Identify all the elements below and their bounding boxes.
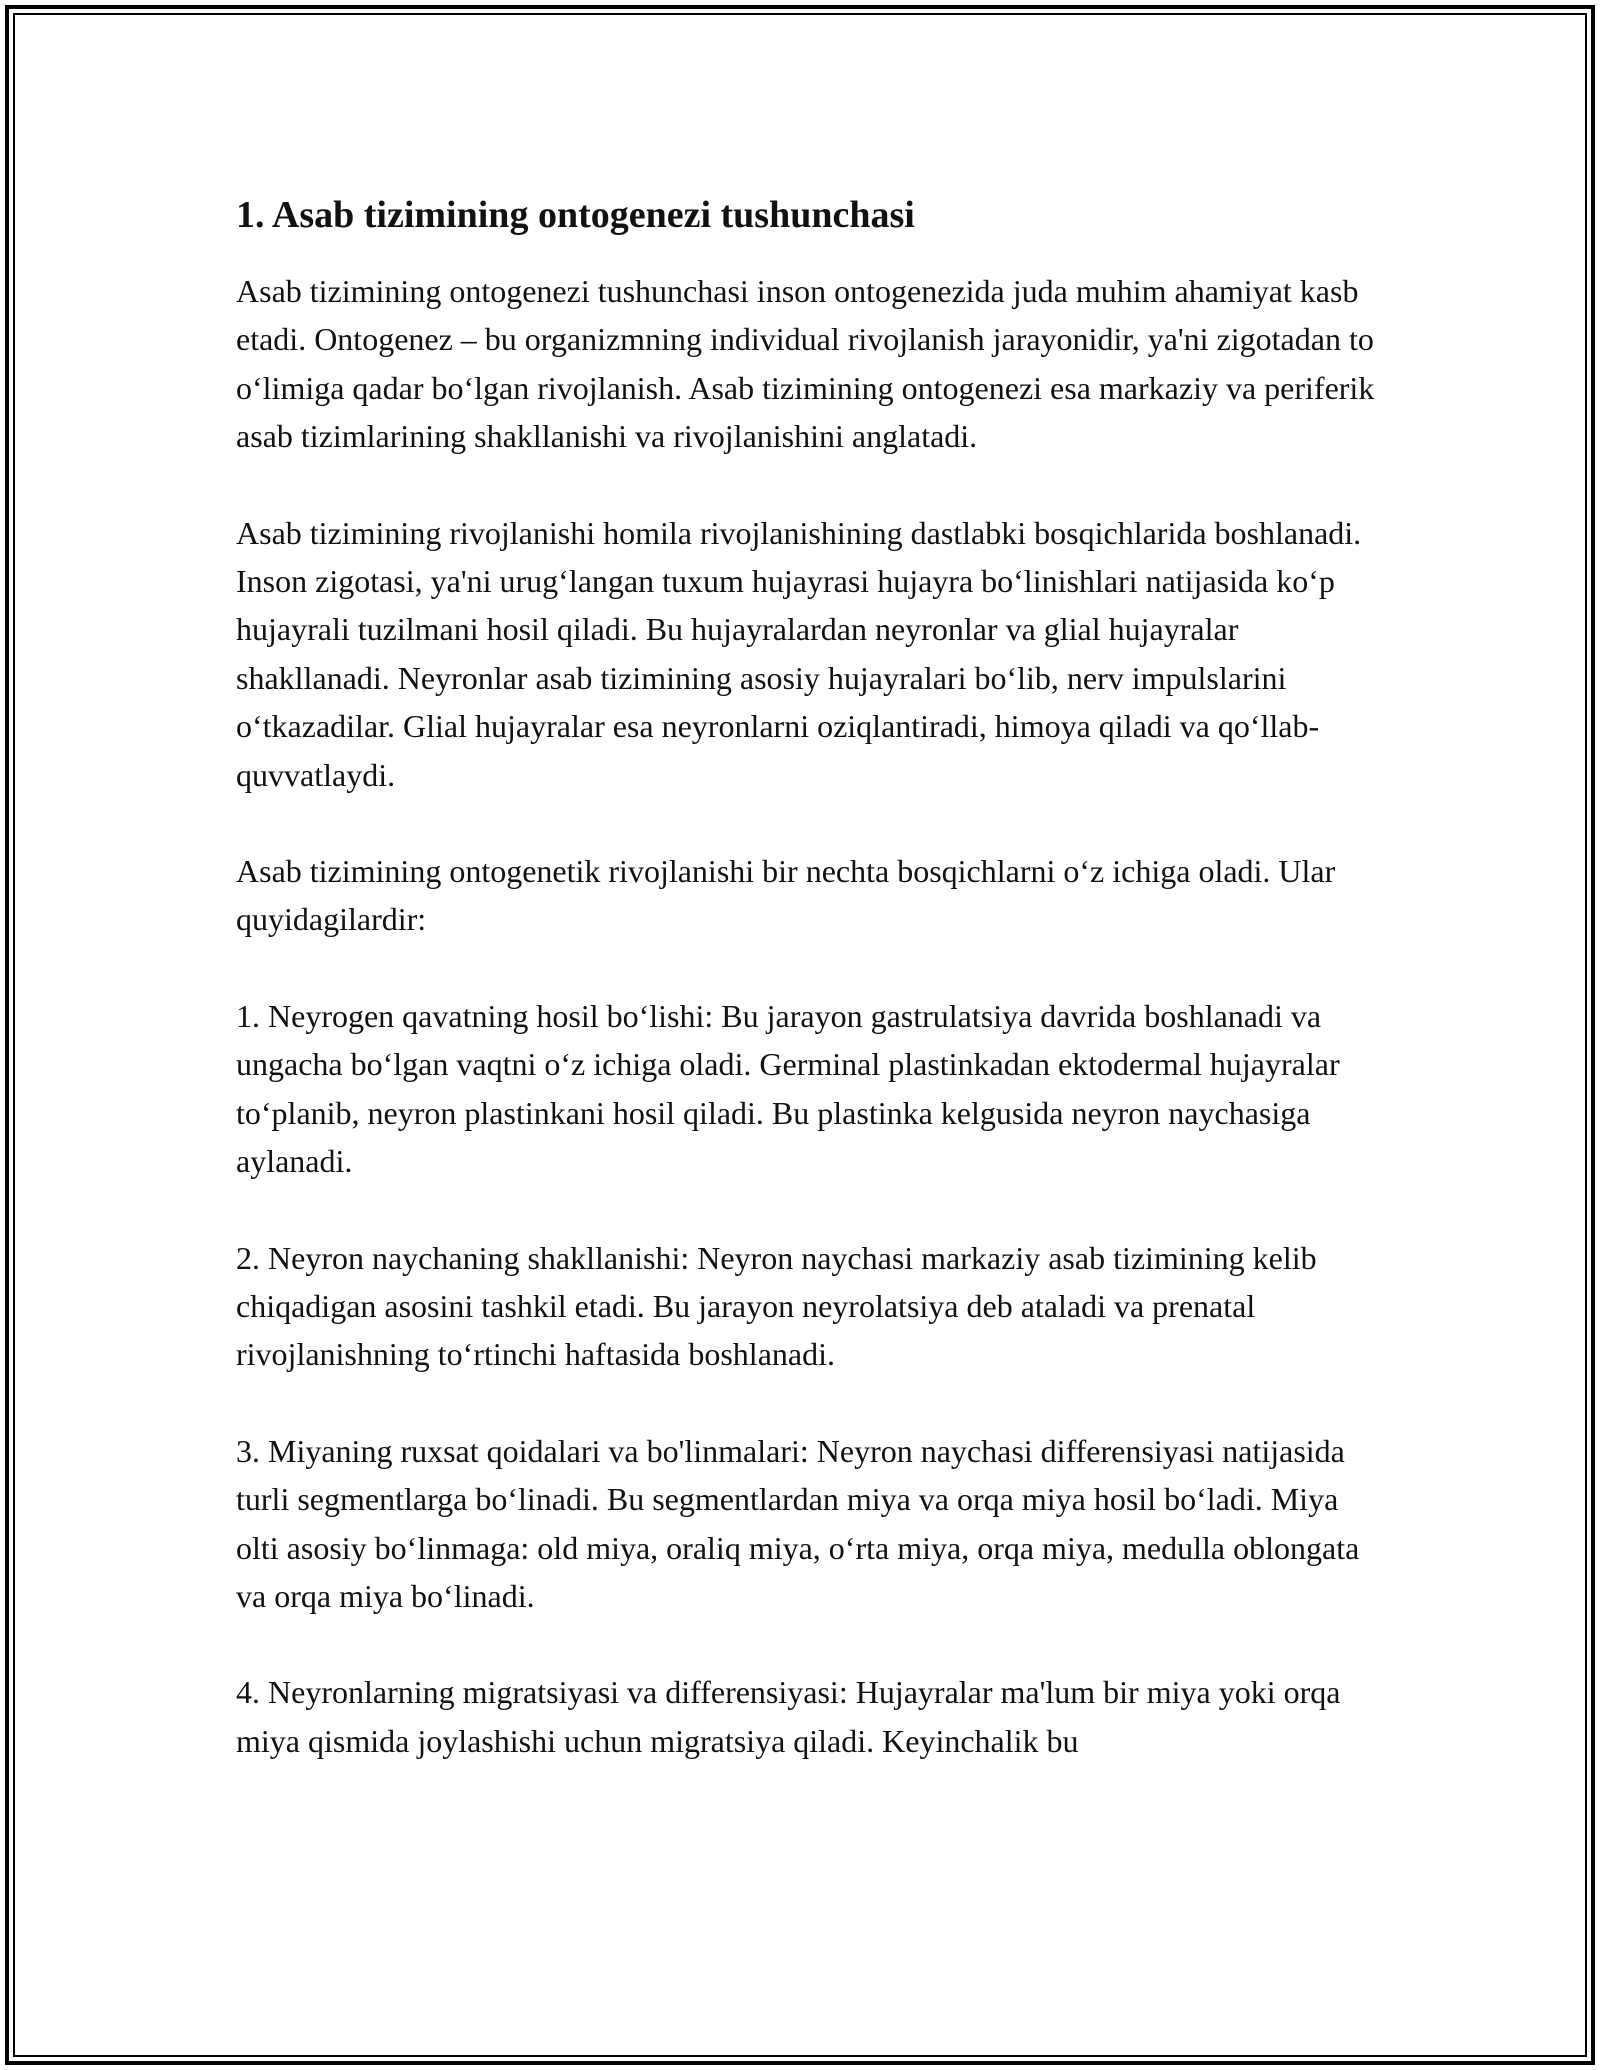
paragraph-stage-1: 1. Neyrogen qavatning hosil boʻlishi: Bu jarayon gastrulatsiya davrida boshlanadi va ungacha boʻlgan vaqtni oʻz ichiga oladi. Germinal plastinkadan ektodermal hujayralar toʻplanib, neyron plastinkani hosil qiladi. Bu plastinka kelgusida neyron naychasiga aylanadi. <box>236 997 1340 1180</box>
paragraph-stage-4: 4. Neyronlarning migratsiyasi va differensiyasi: Hujayralar ma'lum bir miya yoki orqa miya qismida joylashishi uchun migratsiya qiladi. Keyinchalik bu <box>236 1674 1341 1759</box>
document-body <box>236 186 1386 1765</box>
paragraph-stage-3: 3. Miyaning ruxsat qoidalari va bo'linmalari: Neyron naychasi differensiyasi natijasida turli segmentlarga boʻlinadi. Bu segmentlardan miya va orqa miya hosil boʻladi. Miya olti asosiy boʻlinmaga: old miya, oraliq miya, oʻrta miya, orqa miya, medulla oblongata va orqa miya boʻlinadi. <box>236 1432 1360 1614</box>
paragraph-development: Asab tizimining rivojlanishi homila rivojlanishining dastlabki bosqichlarida boshlanadi. Inson zigotasi, ya'ni urugʻlangan tuxum hujayrasi hujayra boʻlinishlari natijasida koʻp hujayrali tuzilmani hosil qiladi. Bu hujayralardan neyronlar va glial hujayralar shakllanadi. Neyronlar asab tizimining asosiy hujayralari boʻlib, nerv impulslarini oʻtkazadilar. Glial hujayralar esa neyronlarni oziqlantiradi, himoya qiladi va qoʻllab-quvvatlaydi. <box>236 514 1362 793</box>
paragraph-stages-intro: Asab tizimining ontogenetik rivojlanishi bir nechta bosqichlarni oʻz ichiga oladi. Ular quyidagilardir: <box>236 853 1336 938</box>
paragraph-intro: Asab tizimining ontogenezi tushunchasi inson ontogenezida juda muhim ahamiyat kasb etadi. Ontogenez – bu organizmning individual rivojlanish jarayonidir, ya'ni zigotadan to oʻlimiga qadar boʻlgan rivojlanish. Asab tizimining ontogenezi esa markaziy va periferik asab tizimlarining shakllanishi va rivojlanishini anglatadi. <box>236 273 1375 455</box>
section-heading: 1. Asab tizimining ontogenezi tushunchasi <box>236 194 915 236</box>
paragraph-stage-2: 2. Neyron naychaning shakllanishi: Neyron naychasi markaziy asab tizimining kelib chiqadigan asosini tashkil etadi. Bu jarayon neyrolatsiya deb ataladi va prenatal rivojlanishning toʻrtinchi haftasida boshlanadi. <box>236 1239 1317 1373</box>
